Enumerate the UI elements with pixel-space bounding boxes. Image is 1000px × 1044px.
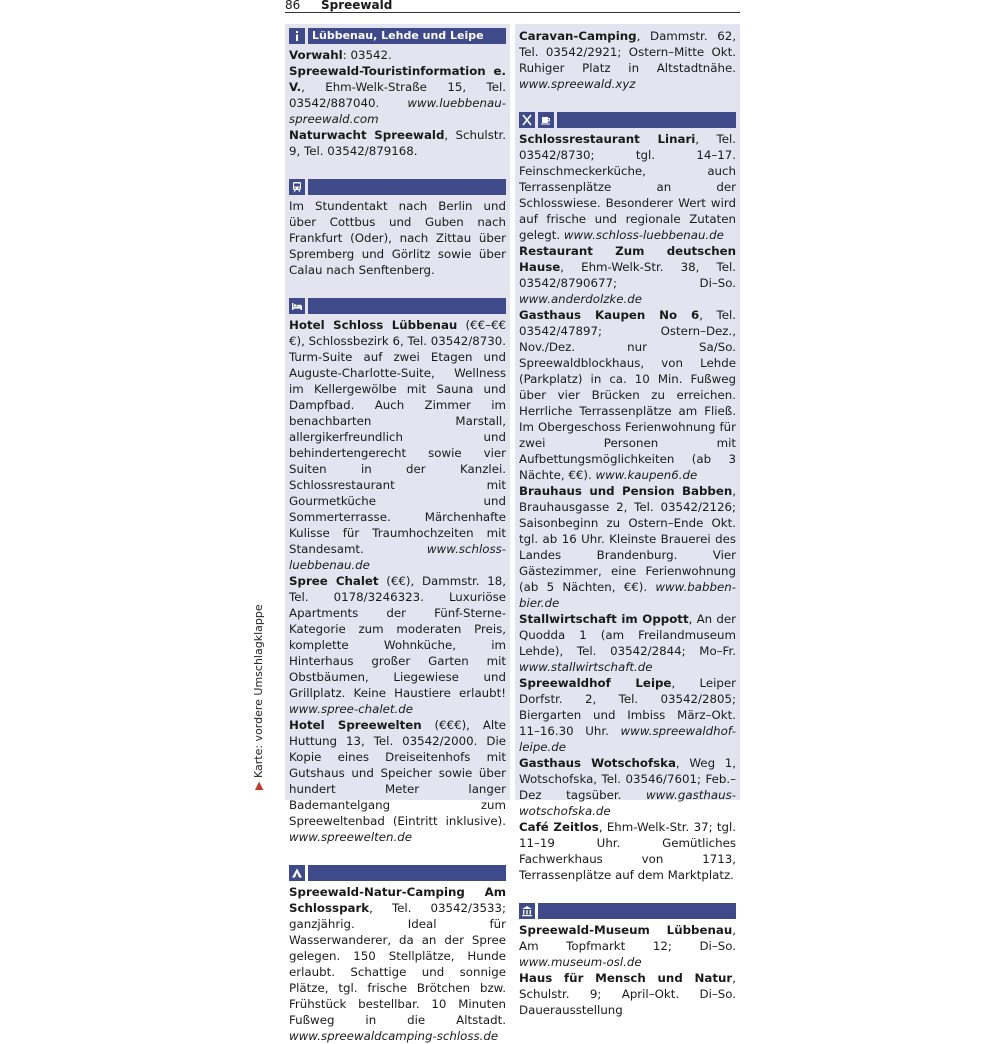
entry-naturwacht: Naturwacht Spreewald, Schulstr. 9, Tel. 03542/879168. (289, 128, 507, 158)
tent-icon (289, 865, 305, 881)
entry-hotel-schloss: Hotel Schloss Lübbenau (€€–€€€), Schlossbezirk 6, Tel. 03542/8730. Turm-Suite auf zwei Etagen und Auguste-Charlotte-Suite, Wellness im Kellergewölbe mit Sauna und Dampfbad. Auch Zimmer im benachbarten Marstall, allergikerfreundlich und behindertengerecht sowie vier Suiten in der Kanzlei. Schlossrestaurant mit Gourmetküche und Sommerterrasse. Märchenhafte Kulisse für Traumhochzeiten mit Standesamt. www.schloss-luebbenau.de (289, 318, 507, 572)
entry-babben: Brauhaus und Pension Babben, Brauhausgasse 2, Tel. 03542/2126; Saisonbeginn zu Ostern–Ende Okt. tgl. ab 16 Uhr. Kleinste Brauerei des Landes Brandenburg. Vier Gästezimmer, eine Ferienwohnung (ab 5 Nächten, €€). www.babben-bier.de (519, 484, 736, 610)
website-link: www.spreewald.xyz (519, 77, 636, 91)
coffee-icon (538, 112, 554, 128)
entry-spreewaldhof: Spreewaldhof Leipe, Leiper Dorfstr. 2, Tel. 03542/2805; Biergarten und Imbiss März–Okt. 11–16.30 Uhr. www.spreewaldhof-leipe.de (519, 676, 737, 754)
entry-deutsches-haus: Restaurant Zum deutschen Hause, Ehm-Welk-Str. 38, Tel. 03542/8790677; Di–So. www.anderdolzke.de (519, 244, 736, 306)
entry-spree-chalet: Spree Chalet (€€), Dammstr. 18, Tel. 0178/3246323. Luxuriöse Apartments der Fünf-Sterne-Kategorie zum moderaten Preis, komplette Wohnküche, im Hinterhaus großer Garten mit Obstbäumen, Liegewiese und Grillplatz. Keine Haustiere erlaubt! www.spree-chalet.de (289, 574, 507, 716)
train-icon (289, 179, 305, 195)
website-link: www.stallwirtschaft.de (519, 660, 653, 674)
website-link: www.spreewaldhof-leipe.de (519, 724, 737, 754)
bed-icon (289, 298, 305, 314)
column-left (285, 24, 510, 1043)
website-link: www.babben-bier.de (519, 580, 736, 610)
section-museum-header (519, 903, 736, 919)
entry-stallwirtschaft: Stallwirtschaft im Oppott, An der Quodda 1 (am Freilandmuseum Lehde), Tel. 03542/2844; Mo–Fr. www.stallwirtschaft.de (519, 612, 736, 674)
section-info-header (289, 28, 506, 44)
section-food-header (519, 112, 736, 128)
website-link: www.luebbenau-spreewald.com (289, 96, 506, 126)
cutlery-icon (519, 112, 535, 128)
section-train-header (289, 179, 506, 195)
entry-museum: Spreewald-Museum Lübbenau, Am Topfmarkt 12; Di–So. www.museum-osl.de (519, 923, 736, 969)
website-link: www.gasthaus-wotschofska.de (519, 788, 736, 818)
section-hotel-header (289, 298, 506, 314)
entry-touristinfo: Spreewald-Touristinformation e. V., Ehm-Welk-Straße 15, Tel. 03542/887040. www.luebbenau-spreewald.com (289, 64, 506, 126)
entry-haus-natur: Haus für Mensch und Natur, Schulstr. 9; April–Okt. Di–So. Dauerausstellung (519, 971, 736, 1017)
website-link: www.schloss-luebbenau.de (563, 228, 724, 242)
website-link: www.spreewaldcamping-schloss.de (289, 1029, 499, 1043)
website-link: www.anderdolzke.de (519, 292, 643, 306)
section-title: Lübbenau, Lehde und Leipe (308, 28, 506, 44)
website-link: www.museum-osl.de (519, 955, 642, 969)
website-link: www.schloss-luebbenau.de (289, 542, 506, 572)
column-right (515, 24, 740, 1017)
page-number: 86 (285, 0, 301, 12)
entry-linari: Schlossrestaurant Linari, Tel. 03542/8730; tgl. 14–17. Feinschmeckerküche, auch Terrassenplätze an der Schlosswiese. Besonderer Wert wird auf frische und regionale Zutaten gelegt. www.schloss-luebbenau.de (519, 132, 736, 242)
train-text: Im Stundentakt nach Berlin und über Cottbus und Guben nach Frankfurt (Oder), nach Zittau über Spremberg und Görlitz sowie über Calau nach Senftenberg. (289, 199, 506, 277)
map-reference (252, 604, 265, 790)
entry-kaupen: Gasthaus Kaupen No 6, Tel. 03542/47897; Ostern–Dez., Nov./Dez. nur Sa/So. Spreewaldblockhaus, von Lehde (Parkplatz) in ca. 10 Min. Fußweg über vier Brücken zu erreichen. Herrliche Terrassenplätze am Fließ. Im Obergeschoss Ferienwohnung für zwei Personen mit Aufbettungsmöglichkeiten (ab 3 Nächte, €€). www.kaupen6.de (519, 308, 736, 482)
page-header (285, 0, 740, 13)
section-camping-header (289, 865, 506, 881)
entry-wotschofska: Gasthaus Wotschofska, Weg 1, Wotschofska, Tel. 03546/7601; Feb.–Dez tagsüber. www.gasthaus-wotschofska.de (519, 756, 736, 818)
entry-caravan-camping: Caravan-Camping, Dammstr. 62, Tel. 03542/2921; Ostern–Mitte Okt. Ruhiger Platz in Altstadtnähe. www.spreewald.xyz (519, 29, 736, 91)
entry-spreewelten: Hotel Spreewelten (€€€), Alte Huttung 13, Tel. 03542/2000. Die Kopie eines Dreiseitenhofs mit Gutshaus und Speicher sowie über hundert Meter langer Bademantelgang zum Spreeweltenbad (Eintritt inklusive). www.spreewelten.de (289, 718, 506, 844)
info-icon (289, 28, 305, 44)
entry-vorwahl: Vorwahl: 03542. (289, 48, 392, 62)
entry-natur-camping: Spreewald-Natur-Camping Am Schlosspark, Tel. 03542/3533; ganzjährig. Ideal für Wasserwanderer, da an der Spree gelegen. 150 Stellplätze, Hunde erlaubt. Schattige und sonnige Plätze, tgl. frische Brötchen bzw. Frühstück bestellbar. 10 Minuten Fußweg in die Altstadt. www.spreewaldcamping-schloss.de (289, 885, 506, 1043)
website-link: www.spreewelten.de (289, 830, 412, 844)
arrow-icon: ▶ (252, 781, 265, 790)
running-title: Spreewald (321, 0, 393, 12)
website-link: www.kaupen6.de (595, 468, 698, 482)
museum-icon (519, 903, 535, 919)
map-reference-text: Karte: vordere Umschlagklappe (252, 604, 265, 779)
entry-cafe-zeitlos: Café Zeitlos, Ehm-Welk-Str. 37; tgl. 11–19 Uhr. Gemütliches Fachwerkhaus von 1713, Terrassenplätze auf dem Marktplatz. (519, 820, 736, 882)
website-link: www.spree-chalet.de (289, 702, 414, 716)
